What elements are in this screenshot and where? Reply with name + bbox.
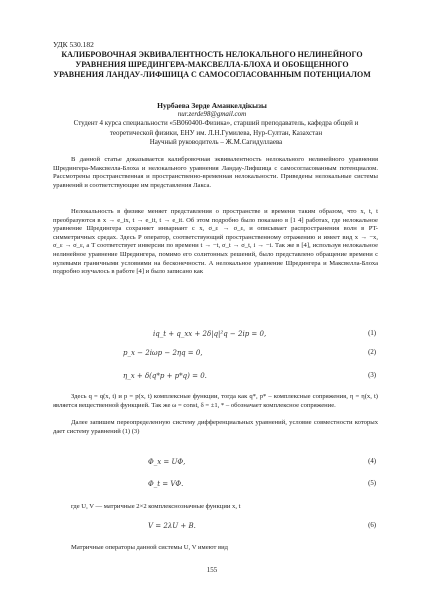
- body-paragraph: Здесь q = q(x, t) и p = p(x, t) комплексные функции, тогда как q*, p* – комплексные сопряжения, η = η(x, t) является вещественной функцией. Так же ω = const, δ = ±1, * – обозначает комплексное сопряжение.: [53, 393, 378, 409]
- equation-row: [53, 480, 378, 490]
- page-number: 155: [206, 566, 218, 574]
- equation-number: (3): [368, 372, 376, 379]
- equation-row: [53, 349, 378, 359]
- equation-expression: η_x + δ(q*p + p*q) = 0.: [123, 372, 207, 380]
- udc-code: УДК 530.182: [53, 40, 94, 49]
- body-paragraph: где U, V — матричные 2×2 комплекснозначные функции x, t: [71, 503, 241, 510]
- body-paragraph: Далее запишем переопределенную систему дифференциальных уравнений, условие совместности которых дает систему уравнений (1) (3): [53, 419, 378, 435]
- author-email: nur.zerde98@gmail.com: [177, 110, 247, 118]
- equation-row: [53, 458, 378, 468]
- equation-number: (6): [368, 522, 376, 529]
- abstract-paragraph: В данной статье доказывается калибровочная эквивалентность нелокального нелинейного уравнения Шредингера-Максвелла-Блоха и нелокального уравнения Ландау-Лифшица с самосогласованным потенциалом. Рассмотрены пространственная и пространственно-временная нелокальности. Приведены нелокальные системы уравнений и соответствующие им представления Лакса.: [53, 156, 378, 189]
- equation-expression: Φ_x = UΦ,: [148, 458, 186, 466]
- author-name: Нурбаева Зерде Аманкелдікызы: [157, 101, 267, 110]
- body-paragraph: Нелокальность в физике меняет представления о пространстве и времени таким образом, что x, t, t преобразуются в x → e_ix, t → e_it, t → e_it. Об этом подробно было показано в [1 4] работах, где нелокальное уравнение Шредингера сохраняет инвариант c x, σ_ε → σ_ε, и описывает распространения волн в PT-симметричных средах. Здесь P оператор, соответствующий пространственному отражению и имеет вид x → −x, σ_ε → σ_ε, а T соответствует инверсии по времени t → −t, σ_t → σ_t, i → −i. Так же в [4], используя нелокальное нелинейное уравнение Шредингера, помимо его солитонных решений, было представлено обращение времени с нулевыми граничными условиями на бесконечности. А нелокальное уравнение Шредингера и Максвелла-Блоха подробно изучалось в работе [4] и было записано как: [53, 208, 378, 276]
- equation-expression: V = 2λU + B.: [148, 522, 196, 530]
- equation-row: [53, 330, 378, 340]
- affiliation-block: [60, 119, 372, 148]
- equation-expression: Φ_t = VΦ.: [148, 480, 184, 488]
- equation-row: [53, 372, 378, 382]
- equation-number: (1): [368, 330, 376, 337]
- supervisor-text: Научный руководитель – Ж.М.Сагидуллаева: [149, 138, 283, 146]
- equation-number: (2): [368, 349, 376, 356]
- article-title: КАЛИБРОВОЧНАЯ ЭКВИВАЛЕНТНОСТЬ НЕЛОКАЛЬНОГО НЕЛИНЕЙНОГО УРАВНЕНИЯ ШРЕДИНГЕРА-МАКСВЕЛЛА-БЛОХА И ОБОБЩЕННОГО УРАВНЕНИЯ ЛАНДАУ-ЛИФШИЦА С САМОСОГЛАСОВАННЫМ ПОТЕНЦИАЛОМ: [53, 50, 371, 79]
- equation-expression: iq_t + q_xx + 2δ|q|²q − 2ip = 0,: [153, 330, 267, 338]
- affiliation-text: Студент 4 курса специальности «5В060400-Физика», старший преподаватель, кафедра общей и теоретической физики, ЕНУ им. Л.Н.Гумилева, Нур-Султан, Казахстан: [73, 119, 359, 137]
- body-paragraph: Матричные операторы данной системы U, V имеют вид: [71, 544, 229, 551]
- equation-row: [53, 522, 378, 532]
- equation-expression: p_x − 2iωp − 2ηq = 0,: [123, 349, 203, 357]
- equation-number: (5): [368, 480, 376, 487]
- equation-number: (4): [368, 458, 376, 465]
